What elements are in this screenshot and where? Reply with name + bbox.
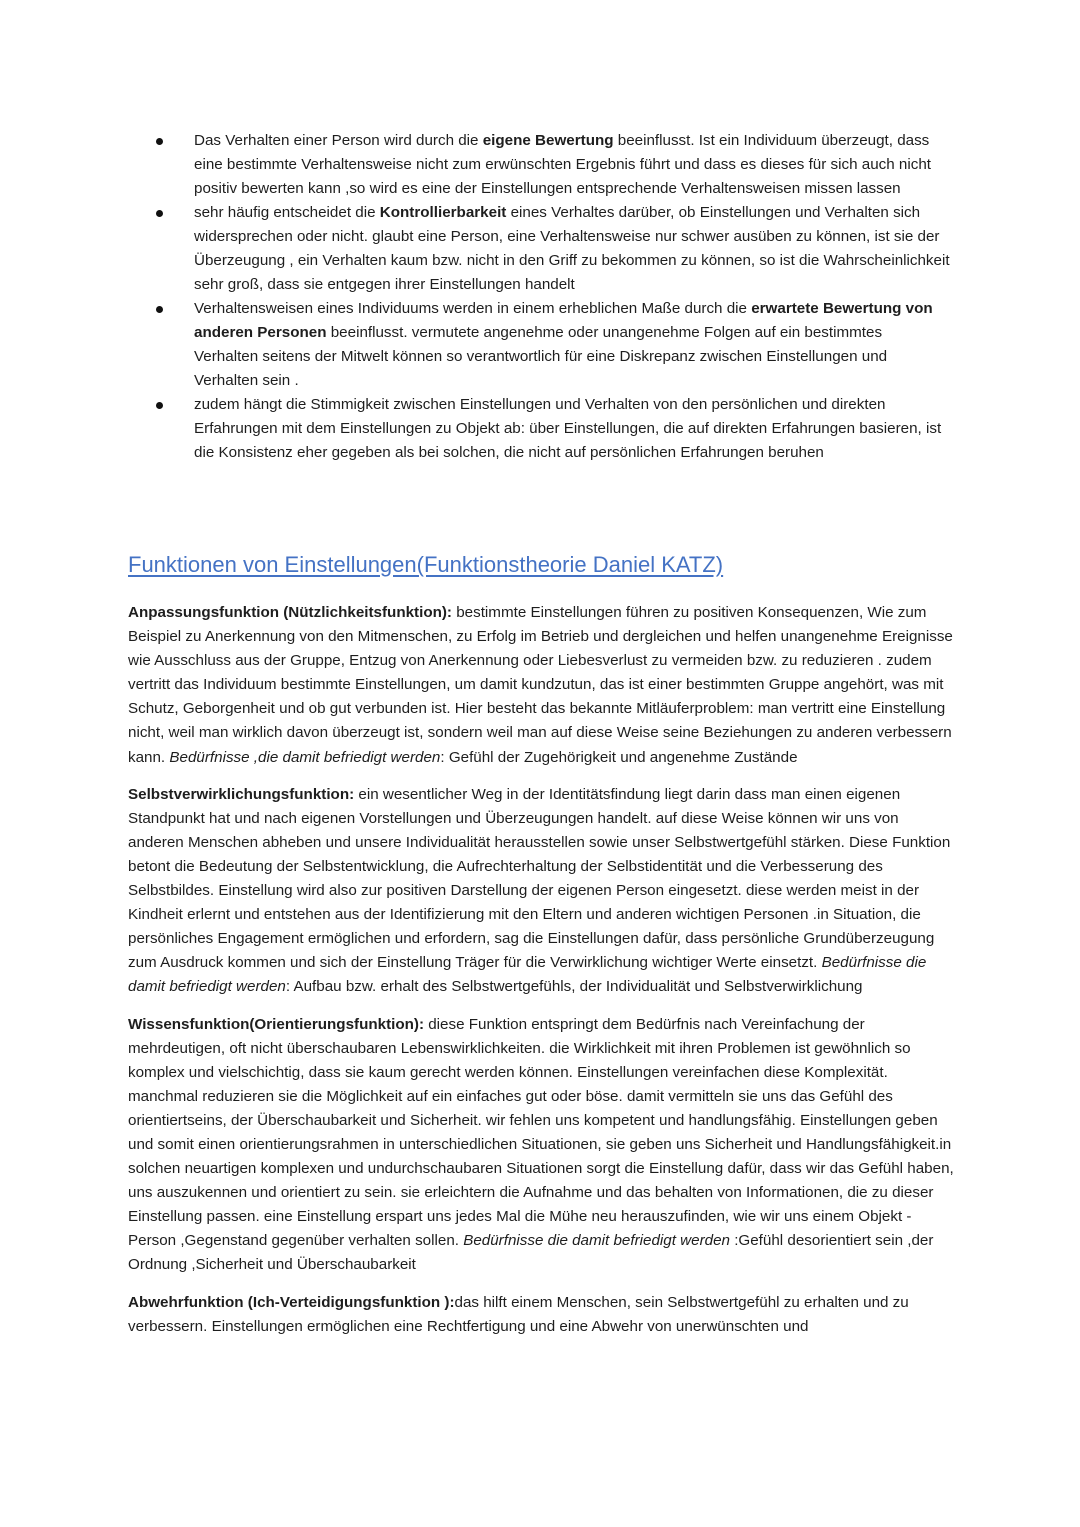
section-paragraph <box>128 783 954 1000</box>
bullet-dot-icon <box>156 306 163 313</box>
text-run: Das Verhalten einer Person wird durch die <box>194 132 483 149</box>
section-paragraph <box>128 1013 954 1278</box>
function-sections <box>128 601 954 1352</box>
text-run: sehr häufig entscheidet die <box>194 204 380 221</box>
text-run: beeinflusst. vermutete angenehme oder unangenehme Folgen auf ein bestimmtes Verhalten seitens der Mitwelt können so verantwortlich für eine Diskrepanz zwischen Einstellungen und Verhalten sein . <box>194 324 888 389</box>
text-run: das hilft einem Menschen, sein Selbstwertgefühl zu erhalten und zu verbessern. Einstellungen ermöglichen eine Rechtfertigung und eine Abwehr von unerwünschten und <box>128 1293 909 1335</box>
text-run: : Aufbau bzw. erhalt des Selbstwertgefühls, der Individualität und Selbstverwirklichung <box>285 978 863 996</box>
bold-term: eigene Bewertung <box>482 132 614 149</box>
section-paragraph <box>128 1291 954 1339</box>
text-run: ein wesentlicher Weg in der Identitätsfindung liegt darin dass man einen eigenen Standpunkt hat und nach eigenen Vorstellungen und Überzeugungen handelt. auf diese Weise können wir uns von anderen Menschen abheben und unsere Individualität herausstellen sowie unser Selbstwertgefühl stärken. Diese Funktion betont die Bedeutung der Selbstentwicklung, die Aufrechterhaltung der Selbstidentität und die Verbesserung des Selbstbildes. Einstellung wird also zur positiven Darstellung der eigenen Person eingesetzt. diese werden meist in der Kindheit erlernt und entstehen aus der Identifizierung mit den Eltern und anderen wichtigen Personen .in Situation, die persönliches Engagement ermöglichen und erfordern, sag die Einstellungen dafür, dass persönliche Grundüberzeugung zum Ausdruck kommen und sich der Einstellung Träger für die Verwirklichung wichtiger Werte einsetzt. <box>128 785 951 972</box>
italic-phrase: Bedürfnisse die damit befriedigt werden <box>128 954 927 996</box>
text-run: bestimmte Einstellungen führen zu positiven Konsequenzen, Wie zum Beispiel zu Anerkennung von den Mitmenschen, zu Erfolg im Betrieb und dergleichen und helfen unangenehme Ereignisse wie Ausschluss aus der Gruppe, Entzug von Anerkennung oder Liebesverlust zu vermeiden bzw. zu reduzieren . zudem vertritt das Individuum bestimmte Einstellungen, um damit kundzutun, das ist einer bestimmten Gruppe angehört, was mit Schutz, Geborgenheit und ob gut verbunden ist. Hier besteht das bekannte Mitläuferproblem: man vertritt eine Einstellung nicht, weil man wirklich davon überzeugt ist, sondern weil man auf diese Weise seine Beziehungen zu anderen verbessern kann. <box>128 604 953 766</box>
text-run: eines Verhaltes darüber, ob Einstellungen und Verhalten sich widersprechen oder nicht. glaubt eine Person, eine Verhaltensweise nur schwer ausüben zu können, ist sie der Überzeugung , ein Verhalten kaum bzw. nicht in den Griff zu bekommen zu können, so ist die Wahrscheinlichkeit sehr groß, dass sie entgegen ihrer Einstellungen handelt <box>194 204 950 293</box>
bold-term: Kontrollierbarkeit <box>379 204 507 221</box>
text-run: beeinflusst. Ist ein Individuum überzeugt, dass eine bestimmte Verhaltensweise nicht zum erwünschten Ergebnis führt und dass es dieses für sich auch nicht positiv bewerten kann ,so wird es eine der Einstellungen entsprechende Verhaltensweisen missen lassen <box>194 132 931 197</box>
bold-term: erwartete Bewertung von anderen Personen <box>194 300 933 341</box>
bold-term: Abwehrfunktion (Ich-Verteidigungsfunktion ): <box>128 1293 455 1311</box>
bold-term: Anpassungsfunktion (Nützlichkeitsfunktion): <box>128 604 452 621</box>
bullet-item <box>150 129 950 201</box>
bullet-dot-icon <box>156 402 163 409</box>
italic-phrase: Bedürfnisse die damit befriedigt werden <box>463 1232 730 1250</box>
bullet-dot-icon <box>156 138 163 145</box>
bold-term: Selbstverwirklichungsfunktion: <box>128 785 355 803</box>
text-run: Verhaltensweisen eines Individuums werden in einem erheblichen Maße durch die <box>194 300 752 317</box>
bullet-item <box>150 297 950 393</box>
bold-term: Wissensfunktion(Orientierungsfunktion): <box>128 1015 425 1033</box>
italic-phrase: Bedürfnisse ,die damit befriedigt werden <box>169 748 441 766</box>
section-heading: Funktionen von Einstellungen(Funktionstheorie Daniel KATZ) <box>128 552 724 577</box>
bullet-item <box>150 201 950 297</box>
section-paragraph <box>128 601 954 770</box>
text-run: zudem hängt die Stimmigkeit zwischen Einstellungen und Verhalten von den persönlichen und direkten Erfahrungen mit dem Einstellungen zu Objekt ab: über Einstellungen, die auf direkten Erfahrungen basieren, ist die Konsistenz eher gegeben als bei solchen, die nicht auf persönlichen Erfahrungen beruhen <box>194 396 942 461</box>
bullet-dot-icon <box>156 210 163 217</box>
bullet-item <box>150 393 950 465</box>
text-run: : Gefühl der Zugehörigkeit und angenehme Zustände <box>440 748 798 766</box>
bullet-list <box>150 129 950 465</box>
text-run: :Gefühl desorientiert sein ,der Ordnung ,Sicherheit und Überschaubarkeit <box>128 1232 934 1274</box>
text-run: diese Funktion entspringt dem Bedürfnis nach Vereinfachung der mehrdeutigen, oft nicht überschaubaren Lebenswirklichkeiten. die Wirklichkeit mit ihren Problemen ist gewöhnlich so komplex und vielschichtig, dass sie kaum gerecht werden können. Einstellungen vereinfachen diese Komplexität. manchmal reduzieren sie die Möglichkeit auf ein einfaches gut oder böse. damit vermitteln sie uns das Gefühl des orientiertseins, der Überschaubarkeit und Sicherheit. wir fehlen uns kompetent und handlungsfähig. Einstellungen geben und somit einen orientierungsrahmen in unterschiedlichen Situationen, sie geben uns Sicherheit und Handlungsfähigkeit.in solchen neuartigen komplexen und undurchschaubaren Situationen sorgt die Einstellung dafür, dass wir das Gefühl haben, uns auszukennen und orientiert zu sein. sie erleichtern die Aufnahme und das behalten von Informationen, die zu dieser Einstellung passen. eine Einstellung erspart uns jedes Mal die Mühe neu herauszufinden, wie wir uns einem Objekt -Person ,Gegenstand gegenüber verhalten sollen. <box>128 1015 954 1250</box>
